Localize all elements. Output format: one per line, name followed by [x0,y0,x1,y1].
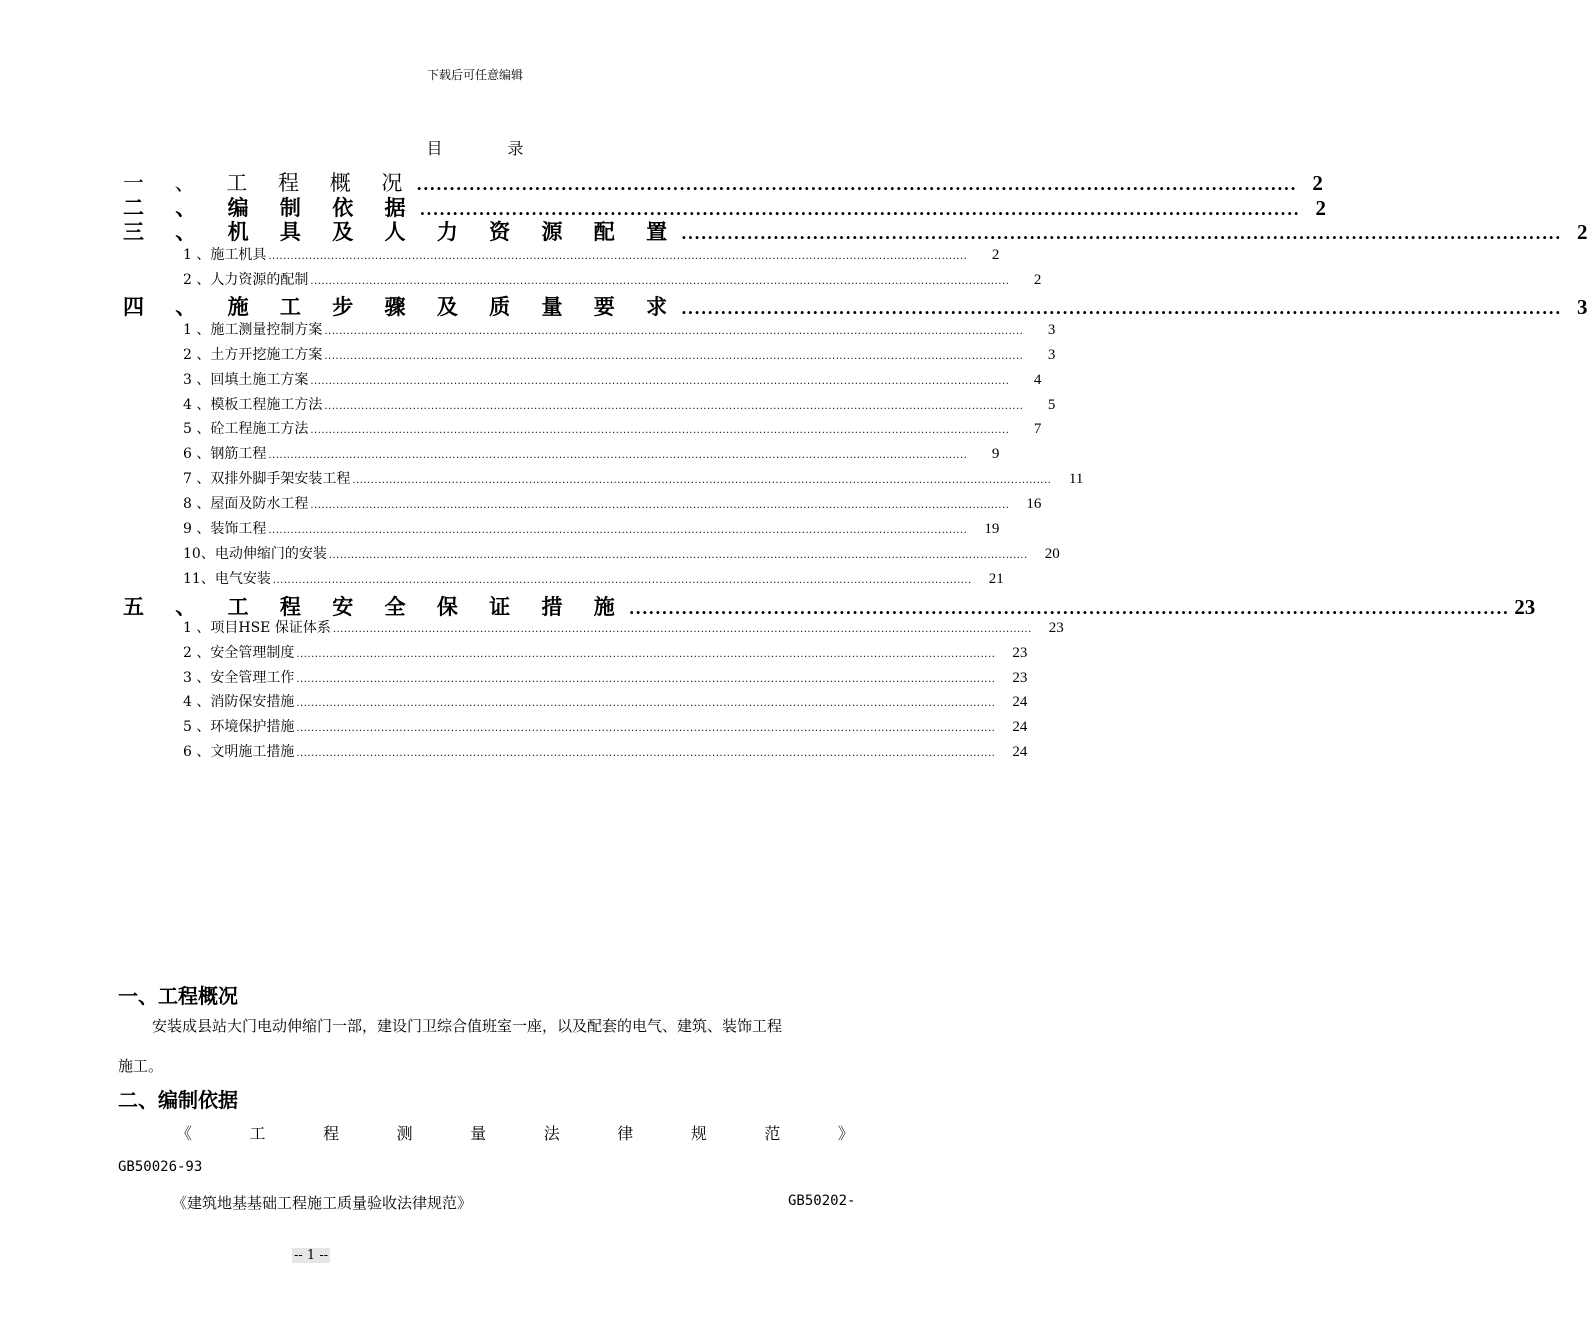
toc-leader-dots: ...................................................................................................................................... [419,200,1300,219]
toc-subentry-label: 5 、环境保护措施 [183,719,295,735]
toc-leader-dots: .............................................................................................................................................................................................. [310,276,1010,287]
toc-subentry-label: 9 、装饰工程 [183,521,267,537]
section-heading: 二、编制依据 [118,1088,238,1112]
toc-subentry[interactable] [183,244,1000,266]
toc-subentry[interactable] [183,543,1060,565]
toc-leader-dots: .............................................................................................................................................................................................. [352,475,1052,486]
toc-leader-dots: .............................................................................................................................................................................................. [296,723,996,734]
reference-char: 工 [249,1124,266,1143]
toc-leader-dots: .............................................................................................................................................................................................. [324,401,1024,412]
toc-page-number: 2 [1033,272,1042,288]
toc-page-number: 5 [1047,397,1056,413]
toc-leader-dots: .............................................................................................................................................................................................. [310,376,1010,387]
toc-entry-s3[interactable] [123,216,1588,244]
toc-page-number: 24 [1012,719,1028,735]
toc-entry-label: 三 、 机 具 及 人 力 资 源 配 置 [123,220,680,244]
toc-leader-dots: ...................................................................................................................................... [681,299,1562,318]
toc-page-number: 2 [1577,220,1588,244]
toc-subentry-label: 11、电气安装 [183,571,271,587]
toc-subentry[interactable] [183,369,1042,391]
toc-subentry-label: 4 、消防保安措施 [183,694,295,710]
toc-subentry[interactable] [183,394,1056,416]
toc-subentry-label: 3 、安全管理工作 [183,670,295,686]
toc-subentry[interactable] [183,691,1028,713]
toc-subentry[interactable] [183,642,1028,664]
toc-leader-dots: .............................................................................................................................................................................................. [268,251,968,262]
reference-char: 量 [470,1124,487,1143]
toc-page-number: 3 [1047,347,1056,363]
toc-subentry-label: 10、电动伸缩门的安装 [183,546,327,562]
toc-subentry[interactable] [183,493,1042,515]
toc-leader-dots: .............................................................................................................................................................................................. [332,624,1032,635]
toc-subentry-label: 1 、施工测量控制方案 [183,322,323,338]
toc-leader-dots: ...................................................................................................................................... [416,175,1297,194]
toc-page-number: 24 [1012,744,1028,760]
toc-entry-s1[interactable] [123,167,1323,195]
toc-page-number: 20 [1044,546,1060,562]
reference-code: GB50026-93 [118,1159,203,1175]
toc-entry-label: 五 、 工 程 安 全 保 证 措 施 [123,595,627,619]
toc-leader-dots: .............................................................................................................................................................................................. [324,351,1024,362]
toc-page-number: 2 [1315,196,1326,220]
toc-leader-dots: .............................................................................................................................................................................................. [328,550,1028,561]
reference-char: 范 [764,1124,781,1143]
toc-subentry-label: 8 、屋面及防水工程 [183,496,309,512]
toc-subentry-label: 4 、模板工程施工方法 [183,397,323,413]
toc-subentry[interactable] [183,344,1056,366]
toc-leader-dots: .............................................................................................................................................................................................. [310,425,1010,436]
toc-page-number: 16 [1026,496,1042,512]
toc-subentry-label: 2 、安全管理制度 [183,645,295,661]
toc-page-number: 23 [1514,595,1536,619]
toc-page-number: 4 [1033,372,1042,388]
toc-subentry-label: 2 、土方开挖施工方案 [183,347,323,363]
toc-title: 目 录 [426,139,554,158]
toc-page-number: 23 [1048,620,1064,636]
toc-subentry[interactable] [183,468,1084,490]
reference-char: 》 [837,1124,854,1143]
toc-subentry-label: 1 、施工机具 [183,247,267,263]
reference-char: 《 [176,1124,193,1143]
reference-char: 规 [690,1124,707,1143]
reference-code: GB50202- [788,1193,856,1209]
toc-subentry[interactable] [183,269,1042,291]
reference-char: 程 [323,1124,340,1143]
toc-subentry-label: 7 、双排外脚手架安装工程 [183,471,351,487]
toc-page-number: 21 [988,571,1004,587]
toc-subentry-label: 5 、砼工程施工方法 [183,421,309,437]
toc-page-number: 23 [1012,670,1028,686]
toc-subentry-label: 2 、人力资源的配制 [183,272,309,288]
toc-subentry[interactable] [183,716,1028,738]
toc-leader-dots: .............................................................................................................................................................................................. [268,450,968,461]
toc-subentry-label: 1 、项目HSE 保证体系 [183,620,331,636]
toc-entry-s4[interactable] [123,291,1588,319]
toc-entry-label: 四 、 施 工 步 骤 及 质 量 要 求 [123,295,680,319]
toc-page-number: 19 [984,521,1000,537]
toc-subentry[interactable] [183,418,1042,440]
toc-subentry[interactable] [183,741,1028,763]
toc-entry-label: 二 、 编 制 依 据 [123,196,418,220]
toc-entry-s5[interactable] [123,591,1536,619]
toc-leader-dots: .............................................................................................................................................................................................. [272,575,972,586]
reference-char: 测 [396,1124,413,1143]
toc-page-number: 2 [1312,171,1323,195]
paragraph-text: 安装成县站大门电动伸缩门一部，建设门卫综合值班室一座，以及配套的电气、建筑、装饰工程 [152,1017,783,1035]
toc-page-number: 24 [1012,694,1028,710]
paragraph-text: 施工。 [118,1057,164,1075]
toc-subentry-label: 6 、钢筋工程 [183,446,267,462]
toc-subentry[interactable] [183,568,1004,590]
page-footer: -- 1 -- [294,1248,329,1263]
toc-subentry[interactable] [183,319,1056,341]
toc-leader-dots: .............................................................................................................................................................................................. [310,500,1010,511]
toc-page-number: 11 [1068,471,1084,487]
toc-subentry[interactable] [183,617,1064,639]
toc-page-number: 3 [1577,295,1588,319]
toc-leader-dots: .............................................................................................................................................................................................. [296,698,996,709]
toc-page-number: 3 [1047,322,1056,338]
toc-leader-dots: ...................................................................................................................................... [628,599,1510,618]
toc-leader-dots: .............................................................................................................................................................................................. [268,525,968,536]
section-heading: 一、工程概况 [118,984,238,1008]
toc-leader-dots: .............................................................................................................................................................................................. [296,674,996,685]
toc-subentry-label: 6 、文明施工措施 [183,744,295,760]
toc-subentry-label: 3 、回填土施工方案 [183,372,309,388]
header-note: 下载后可任意编辑 [426,68,523,82]
toc-page-number: 23 [1012,645,1028,661]
reference-title [176,1121,854,1144]
toc-leader-dots: .............................................................................................................................................................................................. [324,326,1024,337]
toc-entry-s2[interactable] [123,192,1326,220]
toc-subentry[interactable] [183,518,1000,540]
reference-char: 律 [617,1124,634,1143]
toc-leader-dots: .............................................................................................................................................................................................. [296,649,996,660]
toc-subentry[interactable] [183,443,1000,465]
toc-page-number: 7 [1033,421,1042,437]
toc-page-number: 9 [991,446,1000,462]
reference-title: 《建筑地基基础工程施工质量验收法律规范》 [172,1194,473,1212]
toc-leader-dots: .............................................................................................................................................................................................. [296,748,996,759]
toc-page-number: 2 [991,247,1000,263]
toc-subentry[interactable] [183,667,1028,689]
toc-leader-dots: ...................................................................................................................................... [681,224,1562,243]
reference-char: 法 [543,1124,560,1143]
toc-entry-label: 一 、 工 程 概 况 [123,171,415,195]
